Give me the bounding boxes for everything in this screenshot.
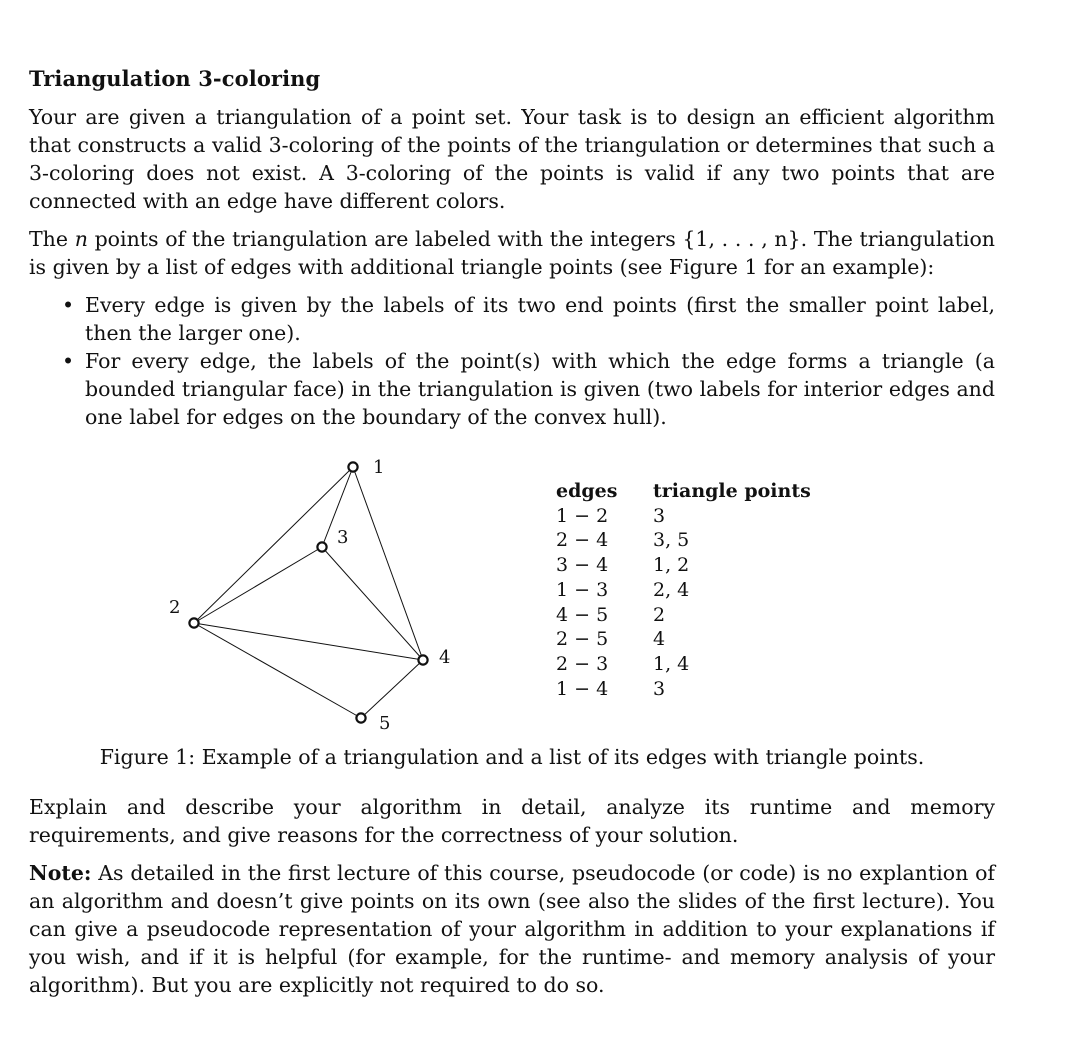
input-format-list — [29, 291, 995, 431]
table-row — [556, 652, 811, 677]
vertex-3 — [317, 542, 326, 551]
edge-1-2 — [194, 467, 353, 623]
edge-cell: 2 − 3 — [556, 652, 609, 675]
table-row — [556, 677, 811, 702]
edge-4-5 — [361, 660, 423, 718]
edge-cell: 3 − 4 — [556, 554, 609, 577]
note-text: As detailed in the first lecture of this course, pseudocode (or code) is no explantion of an algorithm and doesn’t give points on its own (see also the slides of the first lecture). You can give a pseudocode representation of your algorithm in addition to your explanations if you wish, and if it is helpful (for example, for the runtime- and memory analysis of your algorithm). But you are explicitly not required to do so. — [29, 861, 995, 997]
table-row — [556, 553, 811, 578]
list-item-text: Every edge is given by the labels of its two end points (first the smaller point label, then the larger one). — [85, 293, 995, 345]
triangle-points-cell: 3 — [653, 677, 666, 700]
edge-list-table — [556, 479, 811, 701]
list-item — [29, 347, 995, 431]
triangle-points-cell: 3, 5 — [653, 529, 690, 552]
triangle-points-cell: 1, 2 — [653, 554, 690, 577]
figure-1 — [29, 449, 995, 779]
note-paragraph — [29, 859, 995, 999]
table-header-row — [556, 479, 811, 504]
vertex-2 — [189, 618, 198, 627]
vertex-1 — [348, 462, 357, 471]
edge-cell: 1 − 3 — [556, 578, 609, 601]
edge-2-5 — [194, 623, 361, 718]
bullet-icon: • — [62, 293, 75, 317]
column-header-triangle-points: triangle points — [653, 480, 811, 502]
document-page — [29, 66, 995, 1009]
edge-cell: 2 − 4 — [556, 529, 609, 552]
list-item-text: For every edge, the labels of the point(s) with which the edge forms a triangle (a bounded triangular face) in the triangulation is given (two labels for interior edges and one label for edges on the boundary of the convex hull). — [85, 349, 995, 429]
triangulation-graph — [29, 449, 529, 739]
vertex-4 — [418, 655, 427, 664]
figure-caption: Figure 1: Example of a triangulation and a list of its edges with triangle points. — [99, 745, 925, 769]
triangle-points-cell: 2, 4 — [653, 578, 690, 601]
points-text-before: The — [29, 227, 75, 251]
edge-2-4 — [194, 623, 423, 660]
triangle-points-cell: 4 — [653, 628, 666, 651]
intro-paragraph: Your are given a triangulation of a point set. Your task is to design an efficient algorithm that constructs a valid 3-coloring of the points of the triangulation or determines that such a 3-coloring does not exist. A 3-coloring of the points is valid if any two points that are connected with an edge have different colors. — [29, 105, 995, 213]
table-row — [556, 528, 811, 553]
vertex-label-2: 2 — [169, 597, 181, 618]
edge-cell: 1 − 4 — [556, 677, 609, 700]
list-item — [29, 291, 995, 347]
vertex-label-4: 4 — [439, 647, 451, 668]
edge-cell: 4 − 5 — [556, 603, 609, 626]
edge-3-4 — [322, 547, 423, 660]
table-row — [556, 627, 811, 652]
points-text-after: points of the triangulation are labeled with the integers {1, . . . , n}. The triangulation is given by a list of edges with additional triangle points (see Figure 1 for an example): — [29, 227, 995, 279]
table-row — [556, 504, 811, 529]
triangle-points-cell: 3 — [653, 504, 666, 527]
table-row — [556, 578, 811, 603]
column-header-edges: edges — [556, 480, 618, 502]
table-row — [556, 603, 811, 628]
bullet-icon: • — [62, 349, 75, 373]
edge-2-3 — [194, 547, 322, 623]
edge-cell: 2 − 5 — [556, 628, 609, 651]
triangle-points-cell: 1, 4 — [653, 652, 690, 675]
vertex-label-5: 5 — [379, 713, 391, 734]
section-title: Triangulation 3-coloring — [29, 66, 321, 91]
vertex-label-3: 3 — [337, 527, 349, 548]
edge-cell: 1 − 2 — [556, 504, 609, 527]
vertex-label-1: 1 — [373, 457, 385, 478]
points-paragraph — [29, 225, 995, 281]
triangle-points-cell: 2 — [653, 603, 666, 626]
math-variable-n: n — [74, 227, 88, 251]
note-label: Note: — [29, 861, 92, 885]
vertex-5 — [356, 713, 365, 722]
explain-paragraph: Explain and describe your algorithm in detail, analyze its runtime and memory requirements, and give reasons for the correctness of your solution. — [29, 795, 995, 847]
edge-1-4 — [353, 467, 423, 660]
